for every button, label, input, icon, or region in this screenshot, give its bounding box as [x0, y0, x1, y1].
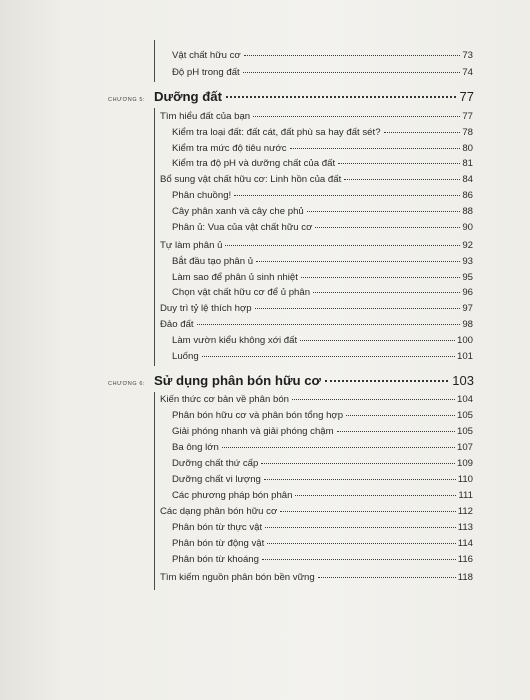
toc-entry-label: Các phương pháp bón phân — [172, 490, 293, 501]
toc-entry-label: Kiến thức cơ bản về phân bón — [160, 394, 289, 405]
toc-entry-page: 86 — [462, 190, 473, 201]
toc-entry-label: Đảo đất — [160, 319, 194, 330]
dot-leader — [226, 96, 456, 98]
dot-leader — [244, 55, 461, 56]
toc-entry-label: Tự làm phân ủ — [160, 240, 223, 251]
toc-entry[interactable] — [172, 538, 473, 549]
toc-entry[interactable] — [172, 410, 473, 421]
toc-entry[interactable] — [172, 190, 473, 201]
toc-entry[interactable] — [172, 351, 473, 362]
toc-entry[interactable] — [172, 143, 473, 154]
toc-entry-label: Vật chất hữu cơ — [172, 50, 241, 61]
toc-entry-label: Cây phân xanh và cây che phủ — [172, 206, 304, 217]
chapter-title: Dưỡng đất — [154, 89, 223, 104]
toc-entry[interactable] — [172, 474, 473, 485]
dot-leader — [264, 479, 456, 480]
toc-entry[interactable] — [160, 303, 473, 314]
toc-entry[interactable] — [160, 572, 473, 583]
toc-entry-page: 92 — [462, 240, 473, 251]
toc-entry[interactable] — [160, 506, 473, 517]
toc-entry-page: 95 — [462, 272, 473, 283]
toc-entry[interactable] — [172, 335, 473, 346]
toc-entry-label: Dưỡng chất vi lượng — [172, 474, 261, 485]
toc-entry-label: Kiểm tra mức độ tiêu nước — [172, 143, 287, 154]
toc-entry[interactable] — [172, 256, 473, 267]
toc-entry-page: 73 — [462, 50, 473, 61]
toc-entry-label: Tìm hiểu đất của bạn — [160, 111, 251, 122]
toc-entry-label: Tìm kiếm nguồn phân bón bền vững — [160, 572, 315, 583]
dot-leader — [337, 431, 455, 432]
dot-leader — [346, 415, 455, 416]
toc-entry-page: 116 — [457, 554, 473, 565]
toc-entry-page: 105 — [456, 426, 473, 437]
toc-entry-label: Kiểm tra độ pH và dưỡng chất của đất — [172, 158, 336, 169]
toc-entry[interactable] — [172, 458, 473, 469]
toc-entry-label: Phân chuồng! — [172, 190, 232, 201]
dot-leader — [280, 511, 455, 512]
dot-leader — [338, 163, 460, 164]
toc-entry-label: Giải phóng nhanh và giải phóng chậm — [172, 426, 334, 437]
toc-entry-label: Dưỡng chất thứ cấp — [172, 458, 259, 469]
toc-entry-label: Duy trì tỷ lệ thích hợp — [160, 303, 252, 314]
dot-leader — [253, 116, 460, 117]
dot-leader — [307, 211, 461, 212]
toc-entry-page: 96 — [462, 287, 473, 298]
dot-leader — [292, 399, 455, 400]
toc-entry-page: 114 — [457, 538, 473, 549]
dot-leader — [295, 495, 456, 496]
dot-leader — [325, 380, 448, 382]
toc-entry[interactable] — [172, 50, 473, 61]
dot-leader — [256, 261, 460, 262]
toc-entry-page: 111 — [458, 490, 473, 501]
dot-leader — [262, 559, 456, 560]
toc-entry[interactable] — [172, 490, 473, 501]
toc-entry-label: Làm vườn kiểu không xới đất — [172, 335, 298, 346]
chapter-title: Sử dụng phân bón hữu cơ — [154, 373, 321, 388]
toc-entry-page: 101 — [456, 351, 473, 362]
toc-entry-page: 88 — [462, 206, 473, 217]
toc-entry-page: 74 — [462, 67, 473, 78]
toc-entry-page: 110 — [457, 474, 473, 485]
toc-entry-label: Độ pH trong đất — [172, 67, 240, 78]
toc-entry-page: 104 — [456, 394, 473, 405]
toc-entry-page: 77 — [462, 111, 473, 122]
toc-entry[interactable] — [172, 287, 473, 298]
toc-entry-page: 107 — [456, 442, 473, 453]
dot-leader — [261, 463, 455, 464]
toc-entry-label: Làm sao để phân ủ sinh nhiệt — [172, 272, 298, 283]
chapter-page: 103 — [452, 373, 474, 388]
dot-leader — [318, 577, 456, 578]
toc-entry[interactable] — [172, 67, 473, 78]
chapter-page: 77 — [459, 89, 474, 104]
chapter-number: CHƯƠNG 6: — [108, 381, 146, 387]
toc-entry-label: Kiểm tra loại đất: đất cát, đất phù sa hay đất sét? — [172, 127, 381, 138]
chapter-number: CHƯƠNG 5: — [108, 97, 146, 103]
toc-entry-page: 80 — [462, 143, 473, 154]
toc-entry[interactable] — [172, 426, 473, 437]
toc-entry[interactable] — [172, 127, 473, 138]
dot-leader — [301, 277, 460, 278]
toc-entry[interactable] — [172, 554, 473, 565]
dot-leader — [197, 324, 461, 325]
dot-leader — [290, 148, 461, 149]
toc-entry[interactable] — [172, 442, 473, 453]
dot-leader — [300, 340, 455, 341]
dot-leader — [384, 132, 461, 133]
toc-entry-page: 105 — [456, 410, 473, 421]
toc-entry[interactable] — [160, 111, 473, 122]
toc-entry[interactable] — [160, 240, 473, 251]
toc-entry-page: 90 — [462, 222, 473, 233]
toc-entry-label: Các dạng phân bón hữu cơ — [160, 506, 278, 517]
dot-leader — [243, 72, 461, 73]
toc-entry-label: Phân bón từ động vật — [172, 538, 265, 549]
toc-entry-page: 78 — [462, 127, 473, 138]
toc-entry-label: Chọn vật chất hữu cơ để ủ phân — [172, 287, 311, 298]
toc-rule-chapter5 — [154, 108, 155, 366]
toc-entry[interactable] — [172, 158, 473, 169]
dot-leader — [344, 179, 460, 180]
toc-entry-label: Luống — [172, 351, 199, 362]
toc-entry[interactable] — [172, 272, 473, 283]
toc-entry-label: Phân bón từ thực vật — [172, 522, 263, 533]
toc-entry-page: 97 — [462, 303, 473, 314]
dot-leader — [315, 227, 460, 228]
toc-entry-page: 112 — [457, 506, 473, 517]
toc-entry-label: Bổ sung vật chất hữu cơ: Linh hồn của đất — [160, 174, 342, 185]
toc-entry[interactable] — [160, 394, 473, 405]
dot-leader — [313, 292, 460, 293]
toc-rule-chapter6 — [154, 392, 155, 590]
toc-entry[interactable] — [160, 319, 473, 330]
toc-entry[interactable] — [172, 222, 473, 233]
toc-entry-page: 118 — [457, 572, 473, 583]
dot-leader — [234, 195, 460, 196]
chapter-heading[interactable] — [108, 89, 474, 104]
chapter-heading[interactable] — [108, 373, 474, 388]
toc-rule-top — [154, 40, 155, 82]
toc-entry-label: Phân bón từ khoáng — [172, 554, 259, 565]
toc-entry[interactable] — [172, 522, 473, 533]
dot-leader — [222, 447, 455, 448]
dot-leader — [255, 308, 461, 309]
toc-entry-page: 98 — [462, 319, 473, 330]
toc-entry-page: 100 — [456, 335, 473, 346]
dot-leader — [265, 527, 456, 528]
toc-entry-page: 81 — [462, 158, 473, 169]
toc-entry-page: 109 — [456, 458, 473, 469]
toc-entry-page: 84 — [462, 174, 473, 185]
toc-entry-label: Ba ông lớn — [172, 442, 219, 453]
dot-leader — [225, 245, 460, 246]
dot-leader — [202, 356, 455, 357]
toc-entry[interactable] — [160, 174, 473, 185]
toc-entry-page: 113 — [457, 522, 473, 533]
toc-entry-label: Phân bón hữu cơ và phân bón tổng hợp — [172, 410, 344, 421]
toc-entry-page: 93 — [462, 256, 473, 267]
dot-leader — [267, 543, 455, 544]
toc-entry-label: Bắt đầu tạo phân ủ — [172, 256, 254, 267]
toc-entry[interactable] — [172, 206, 473, 217]
toc-entry-label: Phân ủ: Vua của vật chất hữu cơ — [172, 222, 313, 233]
